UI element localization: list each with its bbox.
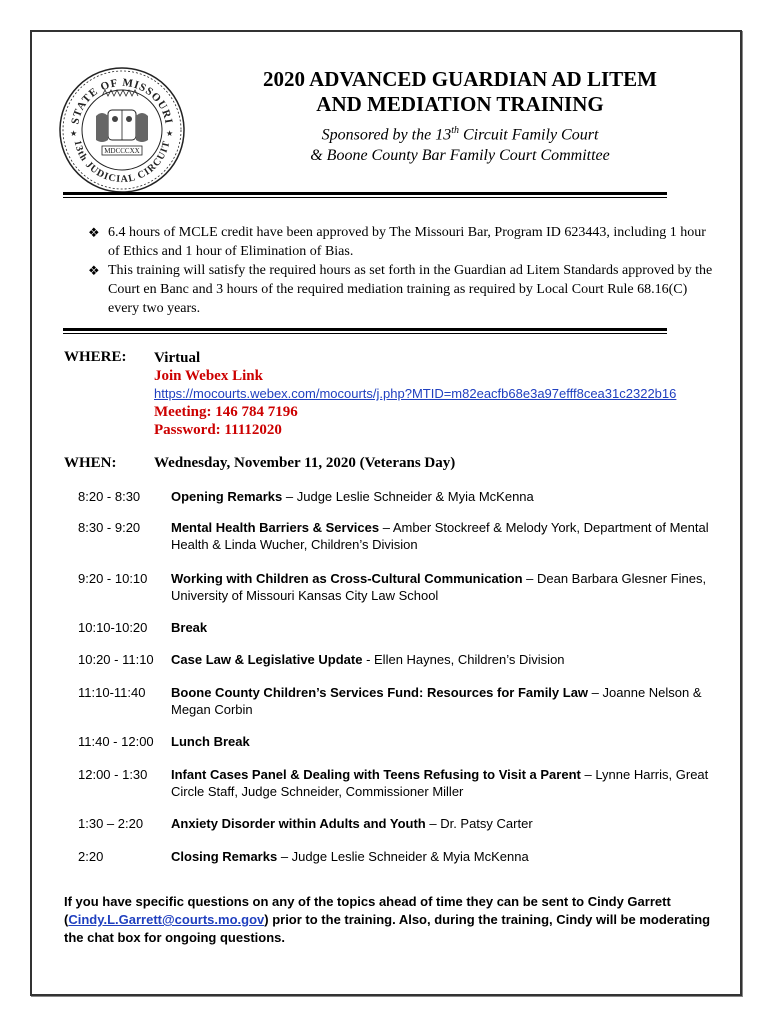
sponsor-suffix: Circuit Family Court [458,126,599,144]
agenda-title: Break [171,620,208,635]
agenda-title: Lunch Break [171,734,250,749]
agenda-time: 2:20 [78,849,104,864]
agenda-sep: – [588,685,603,700]
sponsor-line-2: & Boone County Bar Family Court Committee [310,147,610,165]
page-title [200,67,720,117]
when-date: Wednesday, November 11, 2020 (Veterans Day) [154,455,456,471]
join-webex-label: Join Webex Link [154,368,263,384]
email-link[interactable]: Cindy.L.Garrett@courts.mo.gov [68,912,265,927]
when-label: WHEN: [64,455,117,471]
seal-bottom-text: 13th JUDICIAL CIRCUIT [71,139,173,186]
agenda-time: 11:10-11:40 [78,685,146,700]
agenda-sep: – [282,489,297,504]
agenda-speakers: Amber Stockreef & Melody York, Department of Mental Health & Linda Wucher, Children’s Division [171,520,709,552]
agenda-time: 12:00 - 1:30 [78,767,148,782]
agenda-title: Closing Remarks [171,849,278,864]
agenda-speakers: Joanne Nelson & Megan Corbin [171,685,702,717]
agenda-speakers: Judge Leslie Schneider & Myia McKenna [296,489,534,504]
agenda-title: Mental Health Barriers & Services [171,520,380,535]
bullet-text: This training will satisfy the required hours as set forth in the Guardian ad Litem Standards approved by the Court en Banc and 3 hours of the required mediation training as required by Local Court Rule 68.16(C) every two years. [108,263,713,316]
credit-bullets [88,223,713,318]
agenda-time: 10:20 - 11:10 [78,652,154,667]
agenda-speakers: Judge Leslie Schneider & Myia McKenna [291,849,529,864]
agenda-sep: – [277,849,292,864]
title-line-2: AND MEDIATION TRAINING [316,92,604,116]
agenda-speakers: Ellen Haynes, Children’s Division [374,652,565,667]
diamond-bullet-icon: ❖ [88,225,100,240]
agenda-sep: – [425,816,441,831]
seal-top-text: STATE OF MISSOURI [69,76,175,126]
sponsor-prefix: Sponsored by the 13 [321,126,452,144]
agenda-time: 9:20 - 10:10 [78,571,148,586]
where-label: WHERE: [64,349,127,365]
agenda-speakers: Dr. Patsy Carter [440,816,533,831]
agenda-sep: – [580,767,596,782]
agenda-title: Infant Cases Panel & Dealing with Teens Refusing to Visit a Parent [171,767,581,782]
svg-text:★: ★ [70,129,78,138]
agenda-time: 8:20 - 8:30 [78,489,141,504]
footer-text-after: ) prior to the training. Also, during the training, Cindy will be moderating the chat box for ongoing questions. [64,912,711,945]
agenda-time: 8:30 - 9:20 [78,520,141,535]
agenda-sep: - [362,652,375,667]
missouri-seal-icon [58,66,186,194]
agenda-time: 11:40 - 12:00 [78,734,154,749]
agenda-speakers: Dean Barbara Glesner Fines, University of Missouri Kansas City Law School [171,571,707,603]
agenda-sep: – [379,520,393,535]
agenda-sep: – [522,571,537,586]
agenda-title: Opening Remarks [171,489,283,504]
agenda-time: 1:30 – 2:20 [78,816,144,831]
sponsor-sup: th [451,125,459,136]
webex-link[interactable]: https://mocourts.webex.com/mocourts/j.php?MTID=m82eacfb68e3a97efff8cea31c2322b16 [154,386,677,401]
venue: Virtual [154,350,201,366]
agenda-title: Anxiety Disorder within Adults and Youth [171,816,426,831]
agenda-title: Boone County Children’s Services Fund: Resources for Family Law [171,685,589,700]
sponsor-text [250,120,670,166]
where-details [154,349,676,439]
seal-year: MDCCCXX [104,147,140,155]
diamond-bullet-icon: ❖ [88,263,100,278]
footer-text-before: If you have specific questions on any of the topics ahead of time they can be sent to Cindy Garrett ( [64,894,671,927]
bullet-item [88,223,713,261]
divider-middle [63,328,667,334]
agenda-title: Case Law & Legislative Update [171,652,363,667]
agenda-title: Working with Children as Cross-Cultural Communication [171,571,523,586]
title-line-1: 2020 ADVANCED GUARDIAN AD LITEM [263,67,657,91]
footer-note [64,893,714,947]
bullet-item [88,261,713,318]
divider-top [63,192,667,198]
meeting-number: Meeting: 146 784 7196 [154,404,298,420]
agenda-time: 10:10-10:20 [78,620,148,635]
svg-text:★: ★ [166,129,174,138]
bullet-text: 6.4 hours of MCLE credit have been approved by The Missouri Bar, Program ID 623443, including 1 hour of Ethics and 1 hour of Elimination of Bias. [108,225,706,259]
meeting-password: Password: 11112020 [154,422,282,438]
agenda-speakers: Lynne Harris, Great Circle Staff, Judge Schneider, Commissioner Miller [171,767,709,799]
